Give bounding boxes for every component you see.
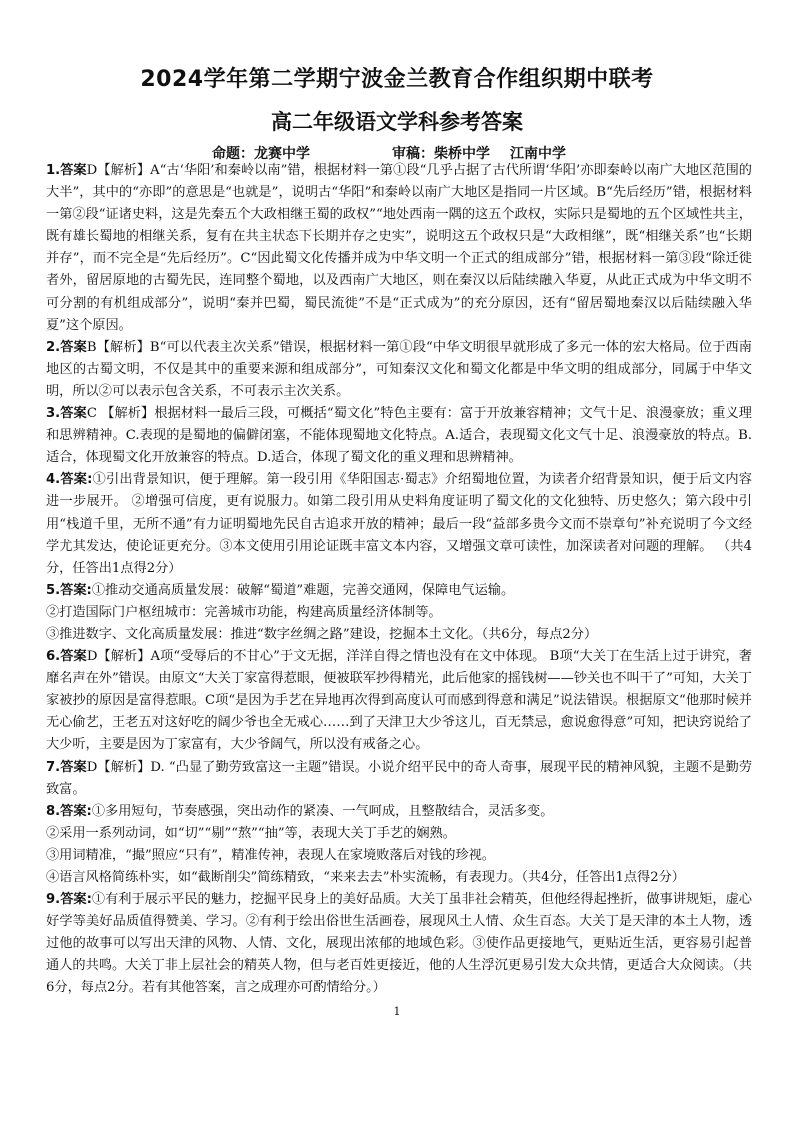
answer-item xyxy=(46,845,752,867)
answer-item xyxy=(46,889,752,999)
answer-item xyxy=(46,160,752,337)
answer-label: 1.答案 xyxy=(46,163,87,178)
answer-text: ①多用短句，节奏感强，突出动作的紧凑、一气呵成，且整散结合，灵活多变。 xyxy=(91,803,554,819)
answer-text: ③推进数字、文化高质量发展：推进“数字丝绸之路”建设，挖掘本土文化。（共6分，每点2分） xyxy=(46,626,598,642)
answer-label: 3.答案 xyxy=(46,406,87,422)
answer-item xyxy=(46,624,752,646)
answer-item xyxy=(46,646,752,756)
answer-text: D【解析】A“古‘华阳’和秦岭以南”错，根据材料一第①段“几乎占据了古代所谓‘华阳’亦即秦岭以南广大地区范围的大半”，其中的“亦即”的意思是“也就是”，说明古“华阳”和秦岭以南广大地区是指同一片区域。B“先后经历”错，根据材料一第②段“证诸史料，这是先秦五个大政相继王蜀的政权”“地处西南一隅的这五个政权，实际只是蜀地的五个区域性共主，既有雄长蜀地的相继关系，复有在共主状态下长期并存之史实”，说明这五个政权只是“大政相继”，既“相继关系”也“长期并存”，而不完全是“先后经历”。C“因此蜀文化传播并成为中华文明一个正式的组成部分”错，根据材料一第③段“除迁徙者外，留居原地的古蜀先民，连同整个蜀地，以及西南广大地区，则在秦汉以后陆续融入华夏，从此正式成为中华文明不可分割的有机组成部分”，说明“秦并巴蜀，蜀民流徙”不是“正式成为”的充分原因，还有“留居蜀地秦汉以后陆续融入华夏”这个原因。 xyxy=(46,163,752,333)
answer-text: D【解析】A项“受辱后的不甘心”于文无据，洋洋自得之情也没有在文中体现。 B项“大关丁在生活上过于讲究，奢靡名声在外”错误。由原文“大关丁家富得惹眼，便被联军抄得精光，此后他家的摇钱树——钞关也不叫干了”可知，大关丁家被抄的原因是富得惹眼。C项“是因为手艺在异地再次得到高度认可而感到得意和满足”说法错误。根据原文“他那时候并无心偷艺，王老五对这好吃的阔少爷也全无戒心……到了天津卫大少爷这儿，百无禁忌，愈说愈得意”可知，把诀窍说给了大少听，主要是因为丁家富有，大少爷阔气，所以没有戒备之心。 xyxy=(46,649,752,753)
answer-text: B【解析】B“可以代表主次关系”错误，根据材料一第①段“中华文明很早就形成了多元一体的宏大格局。位于西南地区的古蜀文明，不仅是其中的重要来源和组成部分”，可知秦汉文化和蜀文化都是中华文明的组成部分，同属于中华文明，所以②可以表示包含关系，不可表示主次关系。 xyxy=(46,339,752,399)
answer-item xyxy=(46,757,752,801)
answer-text: ①引出背景知识，便于理解。第一段引用《华阳国志·蜀志》介绍蜀地位置，为读者介绍背景知识，便于后文内容进一步展开。 ②增强可信度，更有说服力。如第二段引用从史料角度证明了蜀文化的文化独特、历史悠久；第六段中引用“栈道千里，无所不通”有力证明蜀地先民自古追求开放的精神；最后一段“益部多贵今文而不崇章句”补充说明了今文经学尤其发达，使论证更充分。③本文使用引用论证既丰富文本内容，又增强文章可读性，加深读者对问题的理解。 （共4分，任答出1点得2分） xyxy=(46,472,752,576)
answer-item xyxy=(46,801,752,823)
answer-item xyxy=(46,469,752,579)
answer-list xyxy=(46,160,752,1000)
answer-text: ①有利于展示平民的魅力，挖掘平民身上的美好品质。大关丁虽非社会精英，但他经得起挫折，做事讲规矩，虚心好学等美好品质值得赞美、学习。②有利于绘出俗世生活画卷，展现风土人情、众生百态。大关丁是天津的本土人物，透过他的故事可以写出天津的风物、人情、文化，展现出浓郁的地域色彩。③使作品更接地气，更贴近生活，更容易引起普通人的共鸣。大关丁非上层社会的精英人物，但与老百姓更接近，他的人生浮沉更易引发大众共情，更适合大众阅读。（共6分，每点2分。若有其他答案，言之成理亦可酌情给分。） xyxy=(46,892,752,996)
answer-item xyxy=(46,823,752,845)
answer-label: 9.答案: xyxy=(46,892,92,908)
answer-label: 2.答案 xyxy=(46,339,87,355)
answer-item xyxy=(46,867,752,889)
answer-item xyxy=(46,580,752,602)
reviewer-credit-2: 江南中学 xyxy=(510,146,566,162)
answer-text: ①推动交通高质量发展：破解“蜀道”难题，完善交通网，保障电气运输。 xyxy=(91,582,515,598)
answer-item xyxy=(46,337,752,403)
answer-text: ③用词精准，“撮”照应“只有”，精准传神，表现人在家境败落后对钱的珍视。 xyxy=(46,847,495,863)
document-subtitle: 高二年级语文学科参考答案 xyxy=(271,110,523,134)
answer-text: C 【解析】根据材料一最后三段，可概括“蜀文化”特色主要有：富于开放兼容精神；文气十足、浪漫豪放；重义理和思辨精神。C.表现的是蜀地的偏僻闭塞，不能体现蜀地文化特点。A.适合，表现蜀文化文气十足、浪漫豪放的特点。B.适合，体现蜀文化开放兼容的特点。D.适合，体现了蜀文化的重义理和思辨精神。 xyxy=(46,406,752,466)
answer-item xyxy=(46,602,752,624)
answer-label: 8.答案: xyxy=(46,803,92,819)
answer-label: 4.答案: xyxy=(46,472,93,488)
page-number: 1 xyxy=(393,1005,401,1018)
answer-label: 5.答案: xyxy=(46,582,92,598)
reviewer-credit: 审稿：柴桥中学 xyxy=(392,146,490,162)
answer-item xyxy=(46,403,752,469)
answer-label: 6.答案 xyxy=(46,649,87,665)
answer-text: ②打造国际门户枢纽城市：完善城市功能，构建高质量经济体制等。 xyxy=(46,604,442,620)
answer-text: D【解析】D. “凸显了勤劳致富这一主题”错误。小说介绍平民中的奇人奇事，展现平民的精神风貌，主题不是勤劳致富。 xyxy=(46,759,753,797)
document-title: 2024学年第二学期宁波金兰教育合作组织期中联考 xyxy=(140,67,654,92)
answer-text: ②采用一系列动词，如“切”“剔”“熬”“抽”等，表现大关丁手艺的娴熟。 xyxy=(46,825,456,841)
answer-text: ④语言风格简练朴实，如“截断削尖”简练精致，“来来去去”朴实流畅，有表现力。（共4分，任答出1点得2分） xyxy=(46,870,685,885)
answer-label: 7.答案 xyxy=(46,759,87,775)
setter-credit: 命题：龙赛中学 xyxy=(212,146,310,162)
